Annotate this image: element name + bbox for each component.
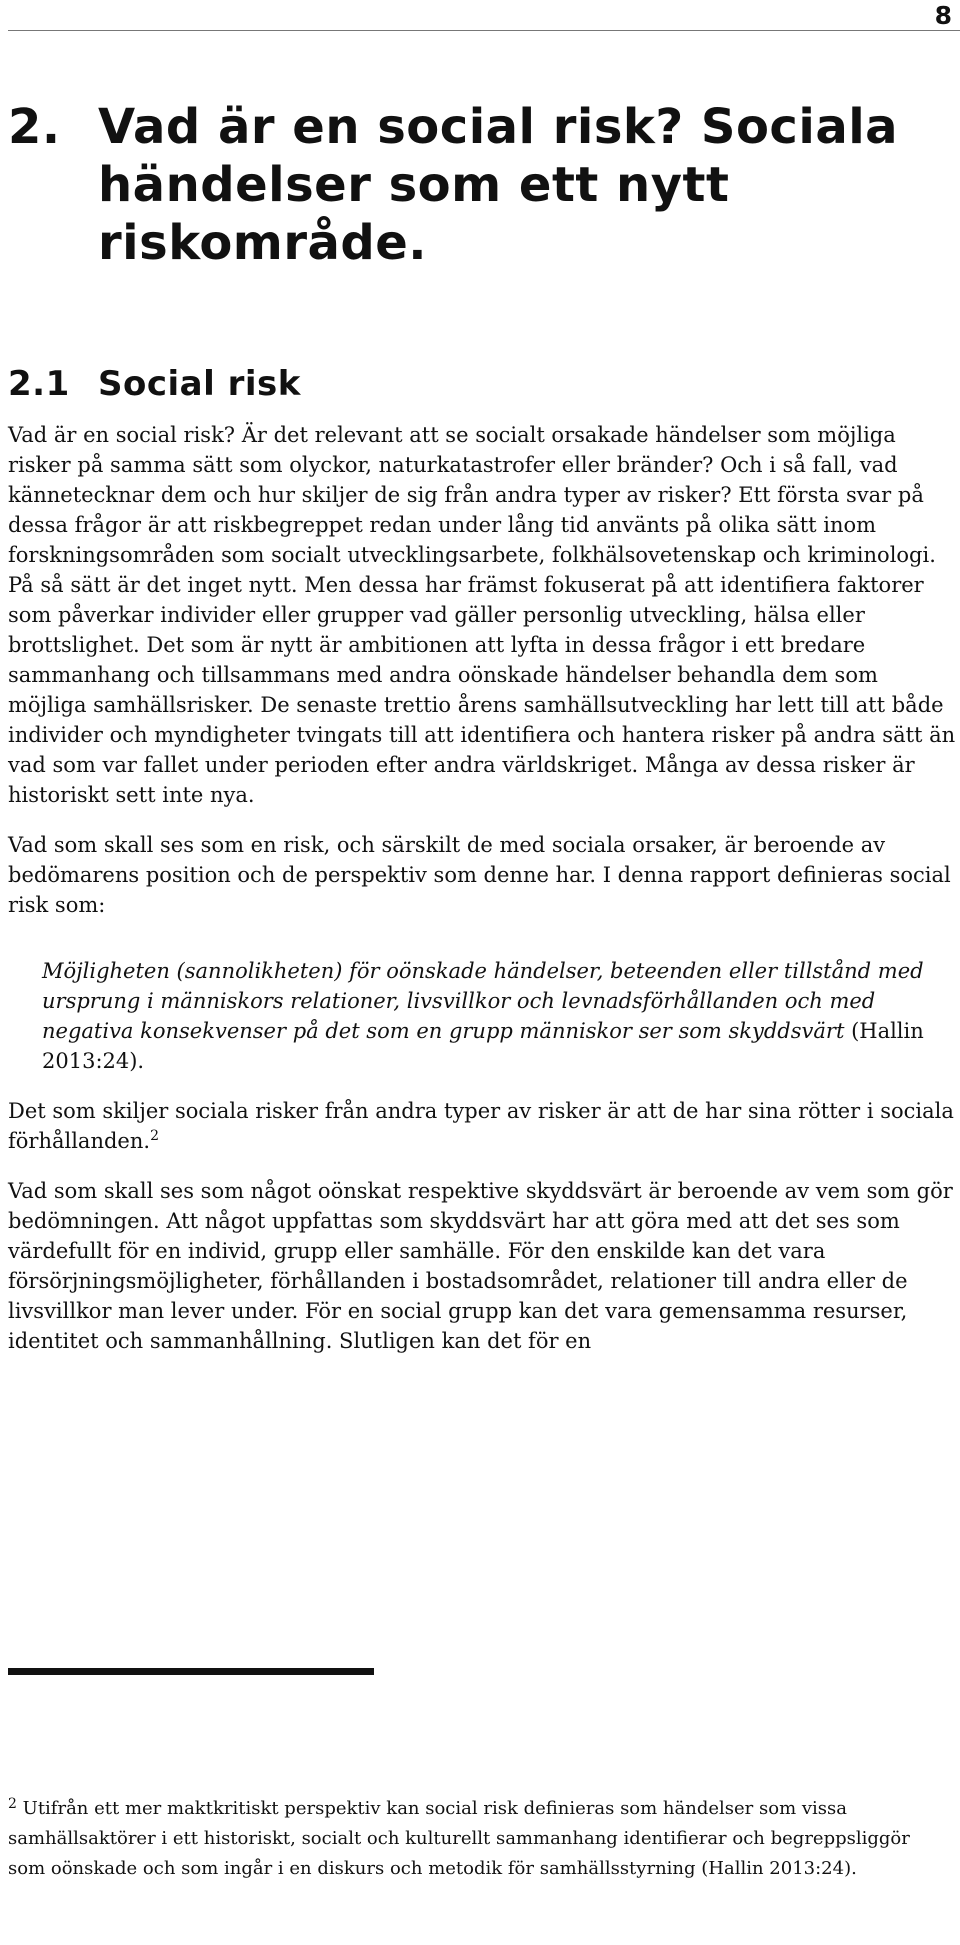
definition-text: Möjligheten (sannolikheten) för oönskade händelser, beteenden eller tillstånd med ursprung i människors relationer, livsvillkor och levnadsförhållanden och med negativa konsekvenser på det som en grupp människor ser som skyddsvärt — [42, 959, 924, 1043]
chapter-title: Vad är en social risk? Sociala händelser som ett nytt riskområde. — [98, 99, 899, 271]
footnote-reference[interactable]: 2 — [150, 1128, 159, 1144]
paragraph-social-roots — [8, 1096, 958, 1156]
definition-citation: (Hallin 2013:24). — [42, 1019, 924, 1073]
chapter-number: 2. — [8, 99, 61, 155]
section-title: Social risk — [98, 364, 301, 404]
paragraph-intro: Vad är en social risk? Är det relevant att se socialt orsakade händelser som möjliga risker på samma sätt som olyckor, naturkatastrofer eller bränder? Och i så fall, vad kännetecknar dem och hur skiljer de sig från andra typer av risker? Ett första svar på dessa frågor är att riskbegreppet redan under lång tid använts på olika sätt inom forskningsområden som socialt utvecklingsarbete, folkhälsovetenskap och kriminologi. På så sätt är det inget nytt. Men dessa har främst fokuserat på att identifiera faktorer som påverkar individer eller grupper vad gäller personlig utveckling, hälsa eller brottslighet. Det som är nytt är ambitionen att lyfta in dessa frågor i ett bredare sammanhang och tillsammans med andra oönskade händelser behandla dem som möjliga samhällsrisker. De senaste trettio årens samhällsutveckling har lett till att både individer och myndigheter tvingats till att identifiera och hantera risker på andra sätt än vad som var fallet under perioden efter andra världskriget. Många av dessa risker är historiskt sett inte nya. — [8, 423, 956, 807]
paragraph-definition-lead: Vad som skall ses som en risk, och särskilt de med sociala orsaker, är beroende av bedömarens position och de perspektiv som denne har. I denna rapport definieras social risk som: — [8, 833, 951, 917]
section-number: 2.1 — [8, 364, 70, 404]
section-heading — [8, 364, 958, 404]
footnote-mark: 2 — [8, 1796, 17, 1812]
paragraph-protection: Vad som skall ses som något oönskat respektive skyddsvärt är beroende av vem som gör bedömningen. Att något uppfattas som skyddsvärt har att göra med att det ses som värdefullt för en individ, grupp eller samhälle. För den enskilde kan det vara försörjningsmöjligheter, förhållanden i bostadsområdet, relationer till andra eller de livsvillkor man lever under. För en social grupp kan det vara gemensamma resurser, identitet och sammanhållning. Slutligen kan det för en — [8, 1179, 953, 1353]
footnote-text: Utifrån ett mer maktkritiskt perspektiv kan social risk definieras som händelser som vissa samhällsaktörer i ett historiskt, socialt och kulturellt sammanhang identifierar och begreppsliggör som oönskade och som ingår i en diskurs och metodik för samhällsstyrning (Hallin 2013:24). — [8, 1798, 910, 1879]
page-body — [8, 98, 958, 1356]
footnote — [8, 1794, 948, 1884]
header-divider — [8, 30, 960, 31]
page-number: 8 — [934, 1, 952, 30]
definition-quote — [42, 956, 958, 1076]
footnote-separator — [8, 1668, 374, 1675]
chapter-heading — [8, 98, 958, 272]
paragraph-social-roots-text: Det som skiljer sociala risker från andra typer av risker är att de har sina rötter i sociala förhållanden. — [8, 1099, 954, 1153]
